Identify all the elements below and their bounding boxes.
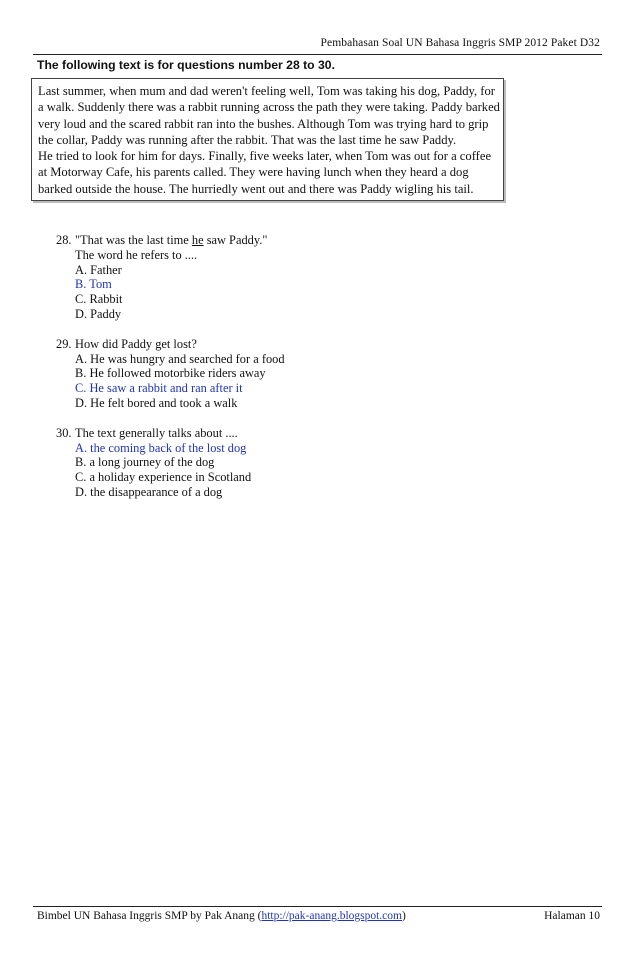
question-number: 28. <box>56 233 72 247</box>
option-c: C. a holiday experience in Scotland <box>75 470 252 485</box>
option-c-correct: C. He saw a rabbit and ran after it <box>75 381 243 396</box>
header-divider <box>33 54 602 55</box>
question-list <box>56 233 285 515</box>
intro-heading: The following text is for questions number 28 to 30. <box>37 58 335 72</box>
option-a: A. He was hungry and searched for a food <box>75 351 285 366</box>
reading-passage-box <box>31 78 504 201</box>
page-number: Halaman 10 <box>544 910 600 922</box>
blog-link[interactable]: http://pak-anang.blogspot.com <box>261 910 402 922</box>
option-a-correct: A. the coming back of the lost dog <box>75 440 247 455</box>
footer-divider <box>33 906 602 907</box>
option-d: D. the disappearance of a dog <box>75 484 223 499</box>
passage-paragraph-2: He tried to look for him for days. Finally, five weeks later, when Tom was out for a coffee at Motorway Cafe, his parents called. They were having lunch when they heard a dog barked outside the house. The hurriedly went out and there was Paddy wigling his tail. <box>38 149 492 196</box>
question-30 <box>56 426 285 500</box>
page-header: Pembahasan Soal UN Bahasa Inggris SMP 2012 Paket D32 <box>320 37 600 49</box>
underlined-word: he <box>191 233 204 247</box>
passage-paragraph-1: Last summer, when mum and dad weren't feeling well, Tom was taking his dog, Paddy, for a walk. Suddenly there was a rabbit running across the path they were taking. Paddy barked very loud and the scared rabbit ran into the bushes. Although Tom was trying hard to grip the collar, Paddy was running after the rabbit. That was the last time he saw Paddy. <box>38 84 500 147</box>
option-b: B. He followed motorbike riders away <box>75 366 266 381</box>
option-d: D. Paddy <box>75 306 122 321</box>
option-d: D. He felt bored and took a walk <box>75 395 238 410</box>
footer-credit: Bimbel UN Bahasa Inggris SMP by Pak Anang (http://pak-anang.blogspot.com) <box>37 910 406 922</box>
question-stem: "That was the last time he saw Paddy." <box>75 233 268 247</box>
question-29 <box>56 337 285 411</box>
option-a: A. Father <box>75 262 122 277</box>
question-number: 30. <box>56 425 72 440</box>
question-stem: The text generally talks about .... <box>75 425 238 440</box>
question-sub-stem: The word he refers to .... <box>75 247 198 262</box>
option-b-correct: B. Tom <box>75 277 112 292</box>
question-28 <box>56 233 285 322</box>
option-b: B. a long journey of the dog <box>75 455 215 470</box>
option-c: C. Rabbit <box>75 292 123 307</box>
question-number: 29. <box>56 336 72 351</box>
question-stem: How did Paddy get lost? <box>75 336 197 351</box>
